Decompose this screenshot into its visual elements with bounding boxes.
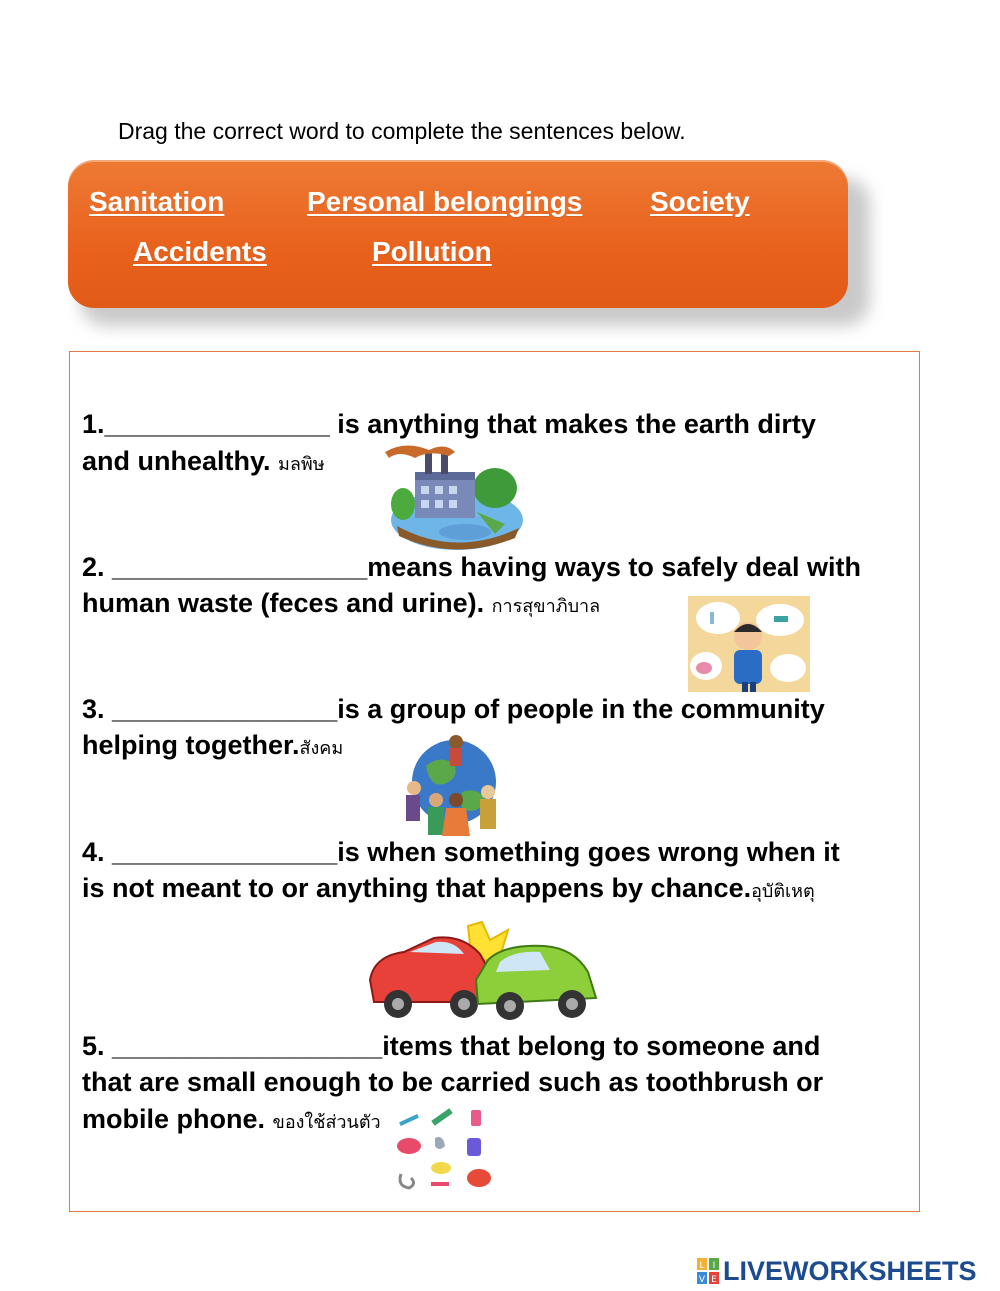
question-4-line-2 bbox=[82, 873, 815, 905]
liveworksheets-logo bbox=[697, 1254, 977, 1288]
question-3-line-2 bbox=[82, 730, 343, 762]
people-around-globe-icon bbox=[400, 730, 506, 838]
question-1-thai: มลพิษ bbox=[278, 454, 325, 474]
question-5-thai: ของใช้ส่วนตัว bbox=[272, 1112, 381, 1132]
question-4-thai: อุบัติเหตุ bbox=[751, 881, 815, 901]
question-3-line-1: 3. _______________is a group of people in the community bbox=[82, 694, 825, 724]
logo-mark-letter-l: L bbox=[699, 1261, 705, 1271]
car-crash-icon bbox=[364, 920, 600, 1024]
child-hygiene-icon bbox=[688, 596, 810, 692]
question-2-thai: การสุขาภิบาล bbox=[491, 596, 601, 616]
word-personal-belongings[interactable]: Personal belongings bbox=[307, 186, 583, 217]
question-2-line-1: 2. _________________means having ways to safely deal with bbox=[82, 552, 861, 582]
question-5-text: mobile phone. bbox=[82, 1104, 266, 1134]
question-3-text: helping together. bbox=[82, 730, 300, 760]
logo-mark-letter-e: E bbox=[711, 1275, 717, 1284]
factory-pollution-icon bbox=[385, 442, 525, 558]
personal-items-icon bbox=[395, 1108, 495, 1202]
instruction-text: Drag the correct word to complete the sentences below. bbox=[118, 118, 686, 144]
question-5-line-2: that are small enough to be carried such as toothbrush or bbox=[82, 1067, 824, 1097]
question-2-text: human waste (feces and urine). bbox=[82, 588, 485, 618]
word-society[interactable]: Society bbox=[650, 186, 750, 217]
liveworksheets-logo-text: LIVEWORKSHEETS bbox=[723, 1255, 977, 1286]
question-2-line-2 bbox=[82, 588, 600, 620]
question-5-line-1: 5. __________________items that belong to someone and bbox=[82, 1031, 821, 1061]
word-bank bbox=[68, 160, 848, 308]
question-1-text: and unhealthy. bbox=[82, 446, 271, 476]
question-1-line-2 bbox=[82, 446, 325, 478]
word-sanitation[interactable]: Sanitation bbox=[89, 186, 225, 217]
question-3-thai: สังคม bbox=[299, 738, 344, 758]
question-1-line-1: 1._______________ is anything that makes the earth dirty bbox=[82, 409, 816, 439]
question-5-line-3 bbox=[82, 1104, 381, 1136]
word-accidents[interactable]: Accidents bbox=[133, 236, 267, 267]
logo-mark-letter-i: I bbox=[712, 1261, 716, 1271]
word-pollution[interactable]: Pollution bbox=[372, 236, 492, 267]
question-4-line-1: 4. _______________is when something goes wrong when it bbox=[82, 837, 840, 867]
question-4-text: is not meant to or anything that happens by chance. bbox=[82, 873, 752, 903]
liveworksheets-logo-icon bbox=[697, 1258, 719, 1284]
logo-mark-letter-v: V bbox=[698, 1275, 706, 1284]
